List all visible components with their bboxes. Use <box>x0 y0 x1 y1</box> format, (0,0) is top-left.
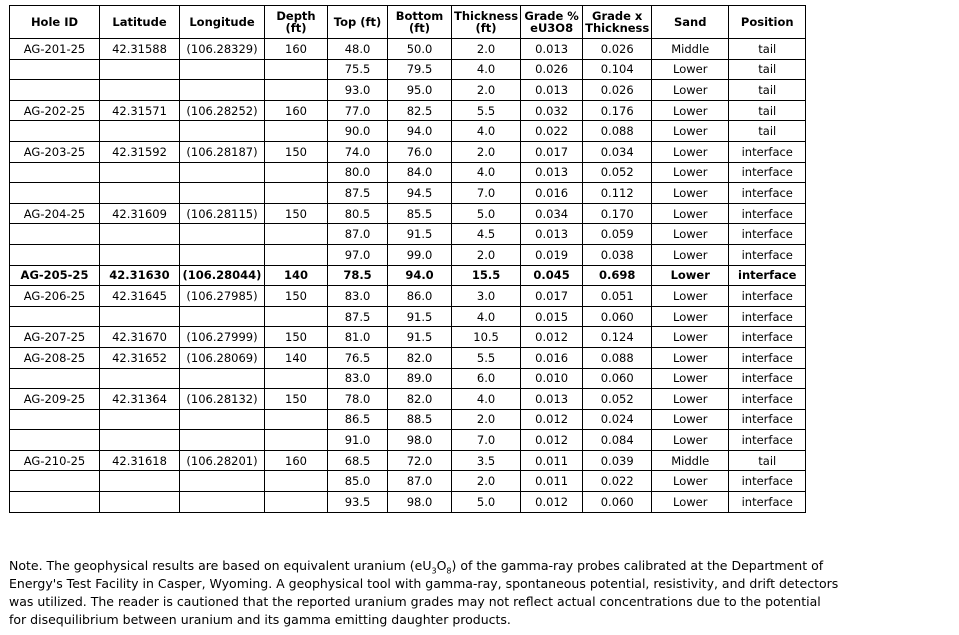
cell-thick: 4.0 <box>452 162 521 183</box>
cell-hole_id: AG-203-25 <box>10 141 100 162</box>
cell-hole_id <box>10 80 100 101</box>
cell-gxt: 0.176 <box>583 100 652 121</box>
cell-gxt: 0.088 <box>583 121 652 142</box>
cell-top: 87.5 <box>328 183 388 204</box>
cell-thick: 4.0 <box>452 306 521 327</box>
cell-pos: interface <box>729 409 806 430</box>
cell-lon <box>180 224 265 245</box>
header-depth: Depth (ft) <box>265 6 328 39</box>
header-hole_id: Hole ID <box>10 6 100 39</box>
cell-hole_id <box>10 492 100 513</box>
cell-gxt: 0.024 <box>583 409 652 430</box>
cell-lat: 42.31618 <box>100 450 180 471</box>
table-row <box>10 59 806 80</box>
cell-pos: interface <box>729 203 806 224</box>
note-text-o: O <box>436 558 447 573</box>
cell-pos: interface <box>729 471 806 492</box>
cell-depth: 150 <box>265 389 328 410</box>
cell-lon: (106.28069) <box>180 347 265 368</box>
cell-sand: Lower <box>652 100 729 121</box>
cell-thick: 15.5 <box>452 265 521 286</box>
cell-gxt: 0.059 <box>583 224 652 245</box>
cell-hole_id <box>10 162 100 183</box>
cell-bottom: 98.0 <box>388 430 452 451</box>
cell-top: 75.5 <box>328 59 388 80</box>
table-row <box>10 162 806 183</box>
cell-bottom: 50.0 <box>388 39 452 60</box>
cell-lat <box>100 244 180 265</box>
header-thick: Thickness (ft) <box>452 6 521 39</box>
cell-lon: (106.28201) <box>180 450 265 471</box>
table-row <box>10 347 806 368</box>
cell-sand: Lower <box>652 471 729 492</box>
cell-lon: (106.28187) <box>180 141 265 162</box>
cell-hole_id: AG-210-25 <box>10 450 100 471</box>
cell-gxt: 0.060 <box>583 492 652 513</box>
cell-lat <box>100 306 180 327</box>
cell-thick: 6.0 <box>452 368 521 389</box>
cell-depth: 160 <box>265 450 328 471</box>
cell-top: 77.0 <box>328 100 388 121</box>
table-row <box>10 224 806 245</box>
cell-lat <box>100 59 180 80</box>
cell-lon: (106.28132) <box>180 389 265 410</box>
cell-pos: interface <box>729 224 806 245</box>
cell-sand: Lower <box>652 286 729 307</box>
cell-thick: 5.0 <box>452 492 521 513</box>
table-row <box>10 100 806 121</box>
table-row <box>10 492 806 513</box>
cell-lon <box>180 59 265 80</box>
cell-grade: 0.017 <box>521 141 583 162</box>
cell-top: 97.0 <box>328 244 388 265</box>
note-text-after: ) of the gamma-ray probes calibrated at the Department of Energy's Test Facility in Casper, Wyoming. A geophysical tool with gamma-ray, spontaneous potential, resistivity, and drift detectors was utilized. The reader is cautioned that the reported uranium grades may not reflect actual concentrations due to the potential for disequilibrium between uranium and its gamma emitting daughter products. <box>9 558 839 627</box>
cell-top: 85.0 <box>328 471 388 492</box>
cell-top: 80.5 <box>328 203 388 224</box>
cell-hole_id <box>10 430 100 451</box>
cell-grade: 0.017 <box>521 286 583 307</box>
cell-hole_id: AG-207-25 <box>10 327 100 348</box>
cell-depth: 140 <box>265 347 328 368</box>
table-row <box>10 39 806 60</box>
cell-thick: 4.0 <box>452 59 521 80</box>
cell-lon <box>180 471 265 492</box>
cell-lat: 42.31630 <box>100 265 180 286</box>
cell-gxt: 0.051 <box>583 286 652 307</box>
cell-bottom: 82.0 <box>388 347 452 368</box>
cell-hole_id <box>10 59 100 80</box>
cell-grade: 0.022 <box>521 121 583 142</box>
cell-thick: 2.0 <box>452 80 521 101</box>
cell-pos: interface <box>729 492 806 513</box>
cell-lon <box>180 430 265 451</box>
cell-thick: 2.0 <box>452 244 521 265</box>
table-row <box>10 450 806 471</box>
cell-lat: 42.31364 <box>100 389 180 410</box>
table-container <box>9 5 806 513</box>
cell-bottom: 82.5 <box>388 100 452 121</box>
cell-depth: 150 <box>265 327 328 348</box>
header-lat: Latitude <box>100 6 180 39</box>
cell-pos: interface <box>729 327 806 348</box>
cell-pos: interface <box>729 265 806 286</box>
header-gxt: Grade x Thickness <box>583 6 652 39</box>
cell-lat <box>100 471 180 492</box>
cell-top: 83.0 <box>328 368 388 389</box>
cell-hole_id <box>10 183 100 204</box>
cell-gxt: 0.039 <box>583 450 652 471</box>
cell-bottom: 95.0 <box>388 80 452 101</box>
cell-pos: tail <box>729 100 806 121</box>
cell-depth <box>265 471 328 492</box>
cell-grade: 0.011 <box>521 450 583 471</box>
cell-hole_id: AG-204-25 <box>10 203 100 224</box>
cell-pos: interface <box>729 389 806 410</box>
cell-top: 76.5 <box>328 347 388 368</box>
cell-lon <box>180 80 265 101</box>
cell-bottom: 91.5 <box>388 306 452 327</box>
cell-pos: tail <box>729 121 806 142</box>
cell-sand: Lower <box>652 141 729 162</box>
table-row <box>10 306 806 327</box>
cell-sand: Lower <box>652 306 729 327</box>
cell-depth <box>265 162 328 183</box>
cell-lon <box>180 162 265 183</box>
cell-gxt: 0.698 <box>583 265 652 286</box>
cell-lon: (106.28252) <box>180 100 265 121</box>
drill-results-table <box>9 5 806 513</box>
cell-thick: 3.5 <box>452 450 521 471</box>
cell-thick: 2.0 <box>452 141 521 162</box>
cell-grade: 0.011 <box>521 471 583 492</box>
table-row <box>10 389 806 410</box>
cell-grade: 0.013 <box>521 39 583 60</box>
cell-depth <box>265 368 328 389</box>
table-row <box>10 327 806 348</box>
cell-top: 86.5 <box>328 409 388 430</box>
cell-lon <box>180 306 265 327</box>
cell-lat: 42.31609 <box>100 203 180 224</box>
cell-lon <box>180 121 265 142</box>
cell-hole_id: AG-205-25 <box>10 265 100 286</box>
cell-gxt: 0.088 <box>583 347 652 368</box>
cell-thick: 5.0 <box>452 203 521 224</box>
cell-grade: 0.026 <box>521 59 583 80</box>
cell-depth: 150 <box>265 141 328 162</box>
cell-sand: Middle <box>652 39 729 60</box>
cell-gxt: 0.022 <box>583 471 652 492</box>
cell-depth <box>265 244 328 265</box>
cell-pos: tail <box>729 450 806 471</box>
header-grade: Grade % eU3O8 <box>521 6 583 39</box>
cell-thick: 2.0 <box>452 39 521 60</box>
header-lon: Longitude <box>180 6 265 39</box>
cell-thick: 2.0 <box>452 409 521 430</box>
table-row <box>10 183 806 204</box>
cell-top: 90.0 <box>328 121 388 142</box>
cell-grade: 0.013 <box>521 162 583 183</box>
cell-thick: 4.0 <box>452 389 521 410</box>
cell-grade: 0.012 <box>521 327 583 348</box>
header-pos: Position <box>729 6 806 39</box>
cell-sand: Lower <box>652 244 729 265</box>
cell-pos: interface <box>729 162 806 183</box>
cell-lat: 42.31670 <box>100 327 180 348</box>
cell-sand: Lower <box>652 409 729 430</box>
cell-hole_id <box>10 224 100 245</box>
cell-lon <box>180 492 265 513</box>
cell-pos: interface <box>729 244 806 265</box>
cell-sand: Middle <box>652 450 729 471</box>
cell-top: 48.0 <box>328 39 388 60</box>
cell-thick: 7.0 <box>452 183 521 204</box>
cell-sand: Lower <box>652 80 729 101</box>
cell-hole_id: AG-202-25 <box>10 100 100 121</box>
cell-top: 74.0 <box>328 141 388 162</box>
note-text-before: Note. The geophysical results are based on equivalent uranium (eU <box>9 558 432 573</box>
cell-pos: interface <box>729 183 806 204</box>
cell-sand: Lower <box>652 162 729 183</box>
cell-lon: (106.28329) <box>180 39 265 60</box>
cell-thick: 5.5 <box>452 100 521 121</box>
cell-depth <box>265 430 328 451</box>
table-note <box>9 557 839 629</box>
cell-gxt: 0.052 <box>583 162 652 183</box>
cell-lon: (106.28115) <box>180 203 265 224</box>
table-row <box>10 80 806 101</box>
table-row <box>10 121 806 142</box>
cell-bottom: 76.0 <box>388 141 452 162</box>
cell-depth <box>265 306 328 327</box>
cell-lat: 42.31652 <box>100 347 180 368</box>
cell-bottom: 89.0 <box>388 368 452 389</box>
cell-depth: 160 <box>265 39 328 60</box>
cell-top: 93.0 <box>328 80 388 101</box>
cell-hole_id: AG-206-25 <box>10 286 100 307</box>
cell-lon <box>180 368 265 389</box>
cell-bottom: 86.0 <box>388 286 452 307</box>
table-row <box>10 409 806 430</box>
cell-lat <box>100 492 180 513</box>
table-row <box>10 265 806 286</box>
cell-grade: 0.034 <box>521 203 583 224</box>
cell-sand: Lower <box>652 265 729 286</box>
cell-depth <box>265 80 328 101</box>
cell-thick: 7.0 <box>452 430 521 451</box>
cell-gxt: 0.084 <box>583 430 652 451</box>
cell-bottom: 84.0 <box>388 162 452 183</box>
table-row <box>10 430 806 451</box>
cell-thick: 2.0 <box>452 471 521 492</box>
cell-bottom: 91.5 <box>388 327 452 348</box>
cell-pos: interface <box>729 347 806 368</box>
table-row <box>10 244 806 265</box>
cell-grade: 0.019 <box>521 244 583 265</box>
cell-grade: 0.015 <box>521 306 583 327</box>
cell-pos: tail <box>729 59 806 80</box>
cell-top: 78.0 <box>328 389 388 410</box>
cell-gxt: 0.060 <box>583 306 652 327</box>
cell-depth: 160 <box>265 100 328 121</box>
cell-gxt: 0.060 <box>583 368 652 389</box>
cell-hole_id: AG-209-25 <box>10 389 100 410</box>
cell-gxt: 0.034 <box>583 141 652 162</box>
cell-grade: 0.013 <box>521 80 583 101</box>
cell-depth <box>265 409 328 430</box>
cell-thick: 3.0 <box>452 286 521 307</box>
cell-sand: Lower <box>652 347 729 368</box>
cell-depth <box>265 59 328 80</box>
cell-sand: Lower <box>652 492 729 513</box>
header-bottom: Bottom (ft) <box>388 6 452 39</box>
cell-hole_id <box>10 368 100 389</box>
cell-sand: Lower <box>652 224 729 245</box>
cell-grade: 0.016 <box>521 347 583 368</box>
cell-thick: 5.5 <box>452 347 521 368</box>
cell-lat <box>100 121 180 142</box>
cell-lat <box>100 224 180 245</box>
cell-thick: 4.0 <box>452 121 521 142</box>
cell-pos: interface <box>729 141 806 162</box>
cell-depth: 150 <box>265 203 328 224</box>
cell-lat <box>100 368 180 389</box>
cell-top: 87.5 <box>328 306 388 327</box>
cell-depth <box>265 121 328 142</box>
cell-grade: 0.012 <box>521 409 583 430</box>
cell-gxt: 0.170 <box>583 203 652 224</box>
cell-bottom: 99.0 <box>388 244 452 265</box>
table-row <box>10 203 806 224</box>
cell-bottom: 79.5 <box>388 59 452 80</box>
cell-gxt: 0.026 <box>583 80 652 101</box>
note-subscript-8: 8 <box>446 566 452 576</box>
cell-hole_id <box>10 306 100 327</box>
table-row <box>10 368 806 389</box>
cell-pos: tail <box>729 39 806 60</box>
cell-lon <box>180 409 265 430</box>
cell-gxt: 0.052 <box>583 389 652 410</box>
cell-lat: 42.31592 <box>100 141 180 162</box>
cell-bottom: 85.5 <box>388 203 452 224</box>
cell-hole_id: AG-201-25 <box>10 39 100 60</box>
cell-bottom: 88.5 <box>388 409 452 430</box>
cell-hole_id: AG-208-25 <box>10 347 100 368</box>
cell-lat: 42.31645 <box>100 286 180 307</box>
cell-thick: 10.5 <box>452 327 521 348</box>
cell-grade: 0.012 <box>521 430 583 451</box>
cell-hole_id <box>10 409 100 430</box>
cell-hole_id <box>10 244 100 265</box>
cell-pos: interface <box>729 286 806 307</box>
cell-bottom: 91.5 <box>388 224 452 245</box>
cell-depth: 150 <box>265 286 328 307</box>
cell-gxt: 0.124 <box>583 327 652 348</box>
cell-lat <box>100 80 180 101</box>
cell-grade: 0.012 <box>521 492 583 513</box>
cell-sand: Lower <box>652 368 729 389</box>
cell-grade: 0.013 <box>521 224 583 245</box>
cell-sand: Lower <box>652 183 729 204</box>
cell-pos: interface <box>729 306 806 327</box>
cell-sand: Lower <box>652 389 729 410</box>
cell-hole_id <box>10 121 100 142</box>
cell-top: 83.0 <box>328 286 388 307</box>
cell-lon: (106.27999) <box>180 327 265 348</box>
cell-grade: 0.032 <box>521 100 583 121</box>
cell-bottom: 94.0 <box>388 265 452 286</box>
cell-lon <box>180 244 265 265</box>
header-top: Top (ft) <box>328 6 388 39</box>
cell-grade: 0.010 <box>521 368 583 389</box>
cell-pos: interface <box>729 368 806 389</box>
cell-gxt: 0.112 <box>583 183 652 204</box>
cell-depth: 140 <box>265 265 328 286</box>
cell-sand: Lower <box>652 430 729 451</box>
cell-top: 91.0 <box>328 430 388 451</box>
cell-bottom: 72.0 <box>388 450 452 471</box>
cell-gxt: 0.038 <box>583 244 652 265</box>
cell-top: 80.0 <box>328 162 388 183</box>
table-row <box>10 286 806 307</box>
cell-top: 68.5 <box>328 450 388 471</box>
cell-bottom: 82.0 <box>388 389 452 410</box>
cell-lat <box>100 183 180 204</box>
cell-sand: Lower <box>652 59 729 80</box>
cell-grade: 0.016 <box>521 183 583 204</box>
cell-grade: 0.045 <box>521 265 583 286</box>
cell-sand: Lower <box>652 327 729 348</box>
cell-top: 87.0 <box>328 224 388 245</box>
cell-lon: (106.27985) <box>180 286 265 307</box>
cell-bottom: 94.5 <box>388 183 452 204</box>
cell-bottom: 87.0 <box>388 471 452 492</box>
cell-gxt: 0.104 <box>583 59 652 80</box>
cell-lat: 42.31571 <box>100 100 180 121</box>
cell-sand: Lower <box>652 121 729 142</box>
cell-sand: Lower <box>652 203 729 224</box>
cell-bottom: 94.0 <box>388 121 452 142</box>
cell-lat: 42.31588 <box>100 39 180 60</box>
cell-lat <box>100 430 180 451</box>
cell-hole_id <box>10 471 100 492</box>
cell-gxt: 0.026 <box>583 39 652 60</box>
cell-depth <box>265 492 328 513</box>
cell-depth <box>265 183 328 204</box>
note-subscript-3: 3 <box>431 566 437 576</box>
cell-bottom: 98.0 <box>388 492 452 513</box>
cell-thick: 4.5 <box>452 224 521 245</box>
cell-top: 81.0 <box>328 327 388 348</box>
cell-lat <box>100 409 180 430</box>
table-row <box>10 141 806 162</box>
cell-depth <box>265 224 328 245</box>
header-sand: Sand <box>652 6 729 39</box>
cell-lat <box>100 162 180 183</box>
cell-lon: (106.28044) <box>180 265 265 286</box>
cell-pos: interface <box>729 430 806 451</box>
cell-top: 78.5 <box>328 265 388 286</box>
table-header-row <box>10 6 806 39</box>
table-row <box>10 471 806 492</box>
cell-grade: 0.013 <box>521 389 583 410</box>
cell-lon <box>180 183 265 204</box>
cell-top: 93.5 <box>328 492 388 513</box>
cell-pos: tail <box>729 80 806 101</box>
